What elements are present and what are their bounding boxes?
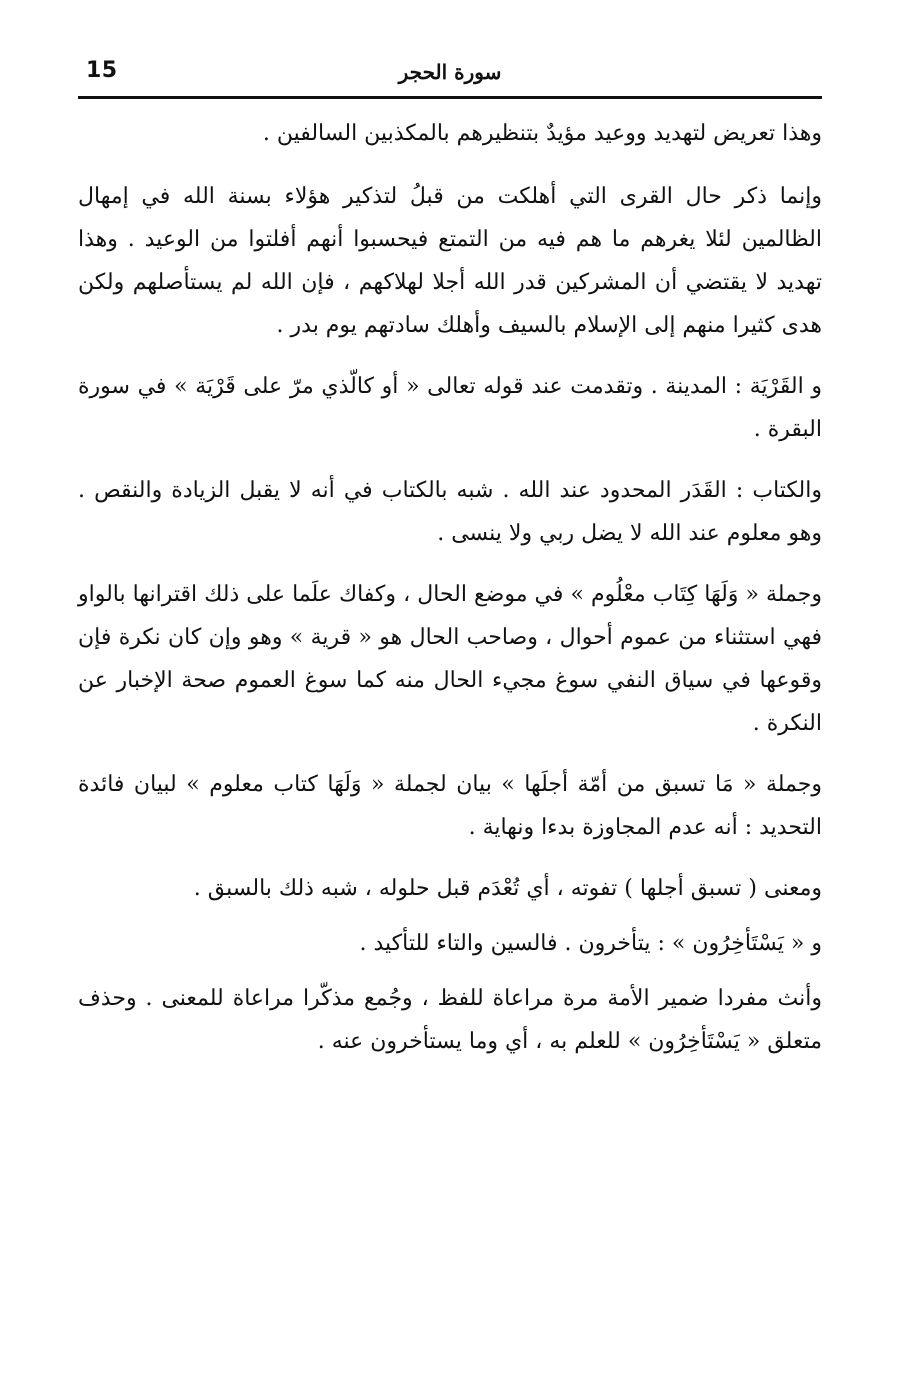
paragraph: وأنث مفردا ضمير الأمة مرة مراعاة للفظ ، وجُمع مذكّرا مراعاة للمعنى . وحذف متعلق « يَسْتَأخِرُون » للعلم به ، أي وما يستأخرون عنه .: [78, 986, 822, 1054]
body-text: [78, 112, 822, 1081]
paragraph: وجملة « مَا تسبق من أمّة أجلَها » بيان لجملة « وَلَهَا كتاب معلوم » لبيان فائدة التحديد : أنه عدم المجاوزة بدءا ونهاية .: [78, 772, 822, 840]
running-title: سورة الحجر: [398, 60, 502, 84]
paragraph: و « يَسْتَأخِرُون » : يتأخرون . فالسين والتاء للتأكيد .: [359, 931, 822, 956]
paragraph: و القَرْيَة : المدينة . وتقدمت عند قوله تعالى « أو كالّذي مرّ على قَرْيَة » في سورة البقرة .: [78, 374, 822, 442]
paragraph: وجملة « وَلَهَا كِتَاب معْلُوم » في موضع الحال ، وكفاك علَما على ذلك اقترانها بالواو فهي استثناء من عموم أحوال ، وصاحب الحال هو « قرية » وهو وإن كان نكرة فإن وقوعها في سياق النفي سوغ مجيء الحال منه كما سوغ العموم صحة الإخبار عن النكرة .: [78, 582, 822, 736]
page-number: 15: [86, 58, 118, 83]
paragraph: والكتاب : القَدَر المحدود عند الله . شبه بالكتاب في أنه لا يقبل الزيادة والنقص . وهو معلوم عند الله لا يضل ربي ولا ينسى .: [78, 478, 822, 546]
paragraph: ومعنى ( تسبق أجلها ) تفوته ، أي تُعْدَم قبل حلوله ، شبه ذلك بالسبق .: [193, 876, 822, 901]
page-header: [78, 56, 822, 99]
paragraph: وهذا تعريض لتهديد ووعيد مؤيدٌ بتنظيرهم بالمكذبين السالفين .: [262, 121, 822, 146]
paragraph: وإنما ذكر حال القرى التي أهلكت من قبلُ لتذكير هؤلاء بسنة الله في إمهال الظالمين لئلا يغرهم ما هم فيه من التمتع فيحسبوا أنهم أفلتوا من الوعيد . وهذا تهديد لا يقتضي أن المشركين قدر الله أجلا لهلاكهم ، فإن الله لم يستأصلهم ولكن هدى كثيرا منهم إلى الإسلام بالسيف وأهلك سادتهم يوم بدر .: [78, 184, 822, 338]
